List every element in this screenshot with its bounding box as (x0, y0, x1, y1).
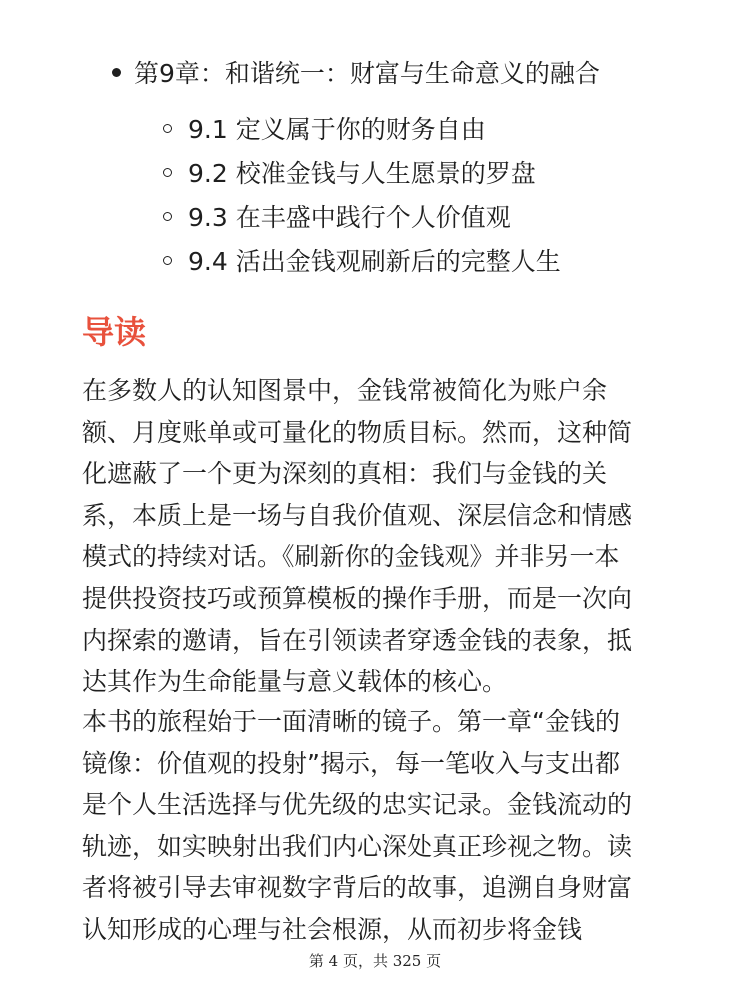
paragraph-line: 化遮蔽了一个更为深刻的真相：我们与金钱的关 (82, 459, 608, 489)
toc-section-list (140, 106, 561, 282)
bullet-circle-icon (163, 168, 172, 177)
toc-section-title: 9.4 活出金钱观刷新后的完整人生 (188, 247, 561, 276)
paragraph-line: 模式的持续对话。《刷新你的金钱观》并非另一本 (82, 542, 620, 572)
toc-section-title: 9.2 校准金钱与人生愿景的罗盘 (188, 159, 536, 188)
paragraph-line: 镜像：价值观的投射”揭示，每一笔收入与支出都 (82, 748, 620, 778)
bullet-circle-icon (163, 212, 172, 221)
toc-chapter-title: 第9章：和谐统一：财富与生命意义的融合 (134, 59, 600, 88)
paragraph-line: 达其作为生命能量与意义载体的核心。 (82, 667, 508, 697)
toc-section-title: 9.1 定义属于你的财务自由 (188, 115, 486, 144)
page-number-footer: 第 4 页，共 325 页 (308, 952, 442, 970)
bullet-disc-icon (112, 68, 121, 77)
paragraph-line: 是个人生活选择与优先级的忠实记录。金钱流动的 (82, 790, 633, 820)
bullet-circle-icon (163, 124, 172, 133)
paragraph-line: 本书的旅程始于一面清晰的镜子。第一章“金钱的 (82, 707, 620, 736)
paragraph-line: 内探索的邀请，旨在引领读者穿透金钱的表象，抵 (82, 625, 633, 655)
section-heading: 导读 (82, 313, 147, 351)
paragraph-line: 轨迹，如实映射出我们内心深处真正珍视之物。读 (82, 831, 633, 861)
toc-chapter-item (112, 50, 600, 94)
paragraph-line: 在多数人的认知图景中，金钱常被简化为账户余 (82, 376, 608, 405)
toc-section-title: 9.3 在丰盛中践行个人价值观 (188, 203, 511, 232)
body-paragraph (82, 370, 672, 703)
toc-section-item (140, 106, 561, 150)
paragraph-line: 系，本质上是一场与自我价值观、深层信念和情感 (82, 500, 633, 530)
toc-section-item (140, 238, 561, 282)
bullet-circle-icon (163, 256, 172, 265)
toc-section-item (140, 194, 561, 238)
paragraph-line: 者将被引导去审视数字背后的故事，追溯自身财富 (82, 873, 633, 903)
paragraph-line: 提供投资技巧或预算模板的操作手册，而是一次向 (82, 583, 633, 613)
body-paragraph (82, 701, 672, 951)
paragraph-line: 认知形成的心理与社会根源，从而初步将金钱 (82, 914, 583, 944)
paragraph-line: 额、月度账单或可量化的物质目标。然而，这种简 (82, 417, 633, 447)
toc-section-item (140, 150, 561, 194)
